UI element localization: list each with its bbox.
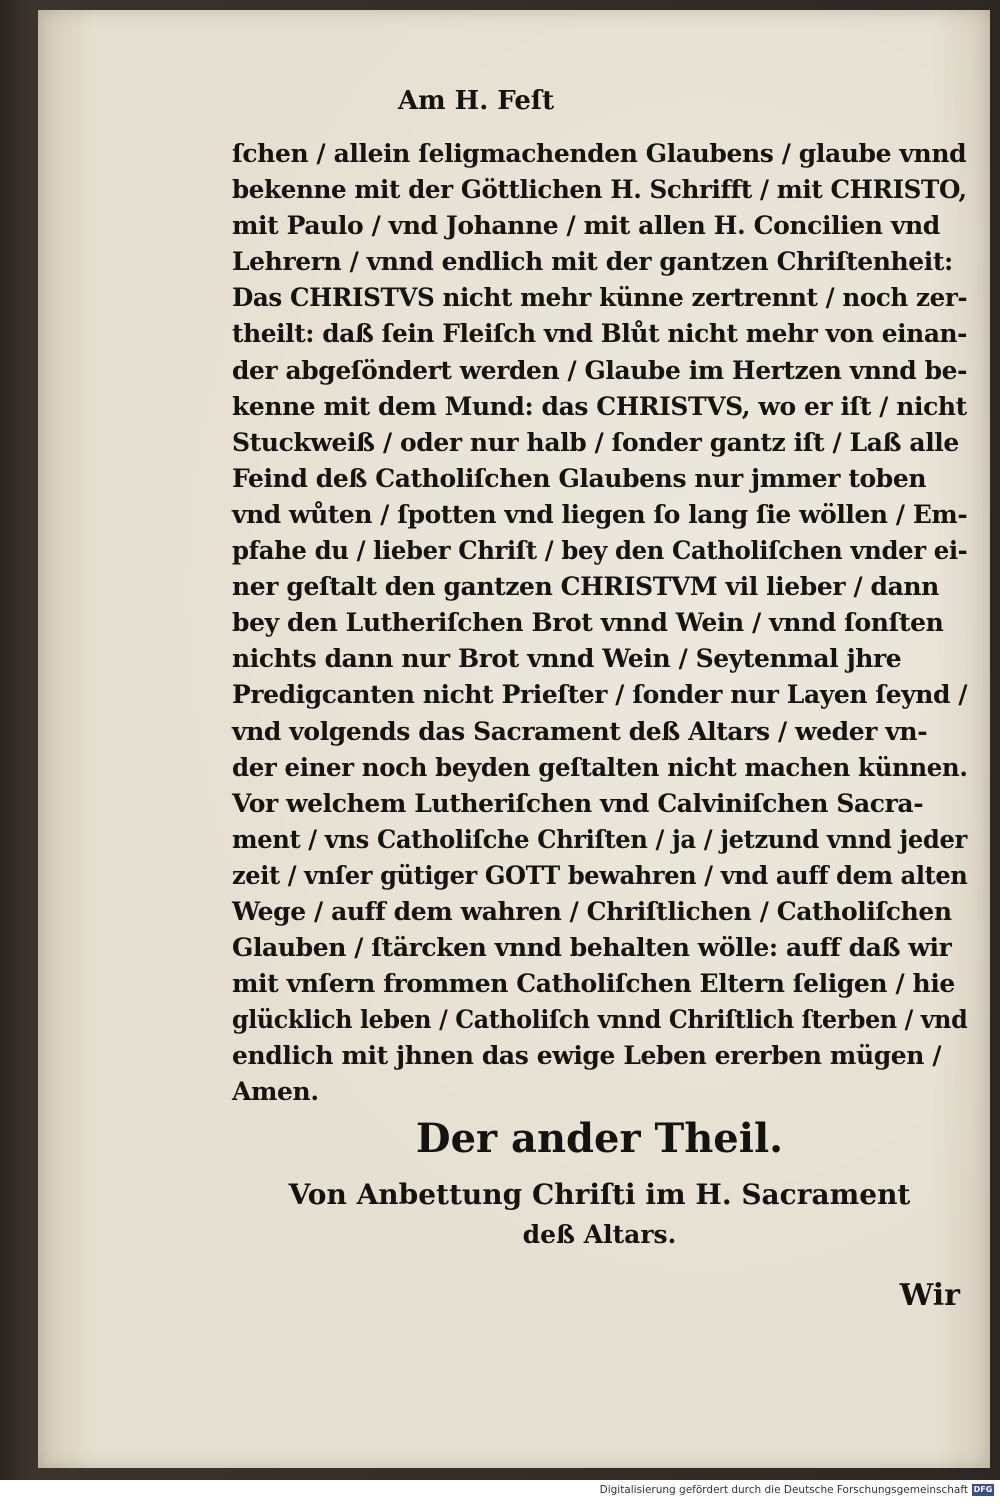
text-line-6: theilt: daß ſein Fleiſch vnd Blůt nicht mehr von einan- <box>232 319 968 349</box>
text-line-20: ment / vns Catholiſche Chriſten / ja / jetzund vnnd jeder <box>232 824 967 854</box>
text-line-1: ſchen / allein ſeligmachenden Glaubens / glaube vnnd <box>232 139 967 168</box>
text-line-14: bey den Lutheriſchen Brot vnnd Wein / vnnd ſonſten <box>232 608 944 638</box>
text-line-4: Lehrern / vnnd endlich mit der gantzen Chriſtenheit: <box>232 247 953 277</box>
text-line-9: Stuckweiß / oder nur halb / ſonder gantz iſt / Laß alle <box>232 427 959 457</box>
text-line-10: Feind deß Catholiſchen Glaubens nur jmmer toben <box>232 463 927 493</box>
text-line-5: Das CHRISTVS nicht mehr künne zertrennt / noch zer- <box>232 283 968 313</box>
section-title: Der ander Theil. <box>415 1115 784 1162</box>
text-line-25: glücklich leben / Catholiſch vnnd Chriſtlich ſterben / vnd <box>232 1005 968 1035</box>
text-line-15: nichts dann nur Brot vnnd Wein / Seytenmal jhre <box>232 644 902 674</box>
catchword: Wir <box>899 1278 960 1313</box>
section-subtitle: Von Anbettung Chriſti im H. Sacrament <box>288 1178 911 1211</box>
dfg-logo-icon: DFG <box>973 1485 993 1494</box>
text-line-19: Vor welchem Lutheriſchen vnd Calviniſchen Sacra- <box>232 788 924 818</box>
text-line-13: ner geſtalt den gantzen CHRISTVM vil lieber / dann <box>232 572 939 602</box>
text-line-8: kenne mit dem Mund: das CHRISTVS, wo er iſt / nicht <box>232 391 967 421</box>
text-line-27: Amen. <box>232 1077 319 1107</box>
text-line-3: mit Paulo / vnd Johanne / mit allen H. Concilien vnd <box>232 211 940 241</box>
text-line-22: Wege / auff dem wahren / Chriſtlichen / Catholiſchen <box>232 896 952 926</box>
text-line-11: vnd wůten / ſpotten vnd liegen ſo lang ſie wöllen / Em- <box>232 499 968 529</box>
running-head: Am H. Feſt <box>397 86 555 116</box>
text-line-2: bekenne mit der Göttlichen H. Schrifft / mit CHRISTO, <box>232 175 967 205</box>
text-line-24: mit vnſern frommen Catholiſchen Eltern ſeligen / hie <box>232 969 955 999</box>
text-line-12: pfahe du / lieber Chriſt / bey den Catholiſchen vnder ei- <box>232 536 968 566</box>
text-line-7: der abgeſöndert werden / Glaube im Hertzen vnnd be- <box>232 355 968 385</box>
text-line-23: Glauben / ſtärcken vnnd behalten wölle: auff daß wir <box>232 933 952 963</box>
body-text <box>232 136 967 1111</box>
funding-notice: Digitalisierung gefördert durch die Deutsche Forschungsgemeinschaft <box>599 1484 968 1496</box>
section-subtitle-continued: deß Altars. <box>522 1220 677 1249</box>
text-line-21: zeit / vnſer gütiger GOTT bewahren / vnd auff dem alten <box>232 860 968 890</box>
text-line-17: vnd volgends das Sacrament deß Altars / weder vn- <box>232 716 928 746</box>
text-line-26: endlich mit jhnen das ewige Leben ererben mügen / <box>232 1041 942 1071</box>
text-line-16: Predigcanten nicht Prieſter / ſonder nur Layen ſeynd / <box>232 680 968 710</box>
text-line-18: der einer noch beyden geſtalten nicht machen künnen. <box>232 752 968 782</box>
